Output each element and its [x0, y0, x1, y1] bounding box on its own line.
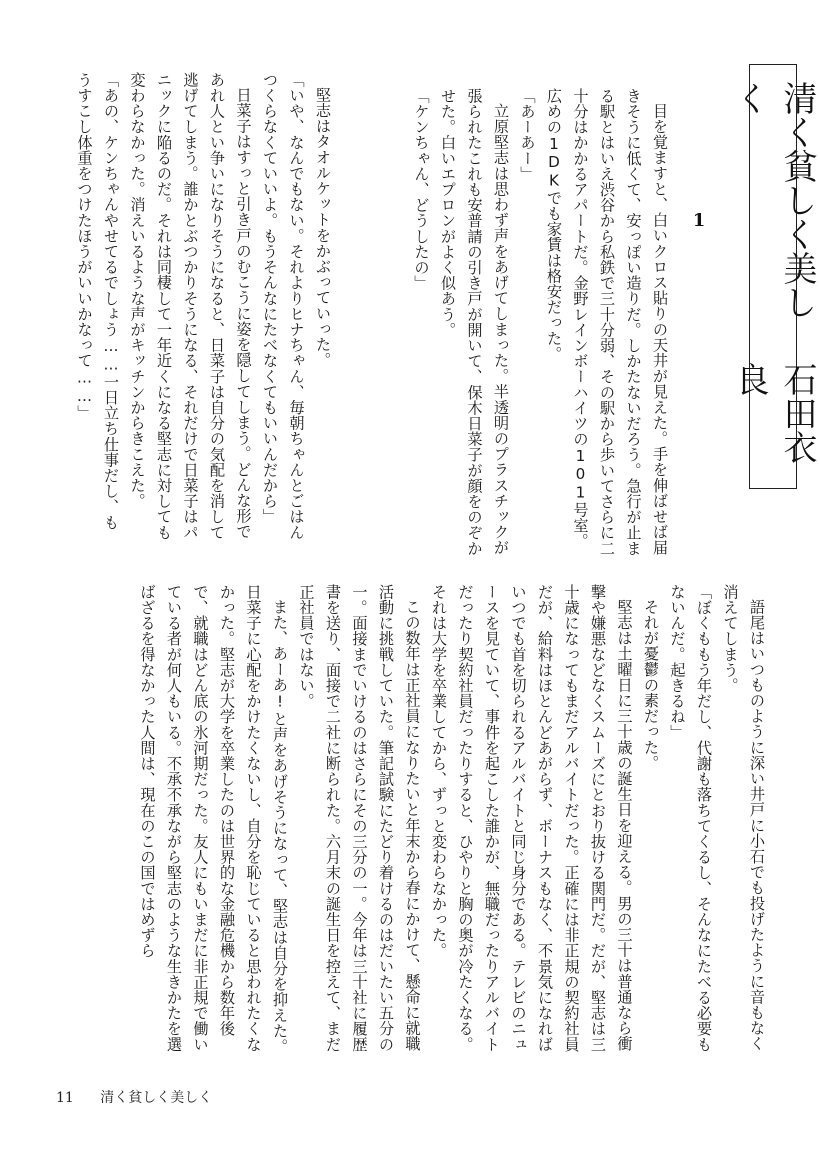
paragraph: 「ケンちゃん、どうしたの」: [412, 88, 431, 291]
lower-text-block: [45, 584, 770, 1064]
title-box: [729, 64, 817, 489]
paragraph: 「あの、ケンちゃんやせてるでしょう……一日立ち仕事だし、もうすこし体重をつけたほうがいいかなって……」: [75, 72, 120, 530]
story-title: 清く貧しく美しく: [729, 81, 817, 319]
paragraph: 日菜子はすっと引き戸のむこうに姿を隠してしまう。どんな形であれ人とい争いになりそうになると、日菜子は自分の気配を消して逃げてしまう。誰かとぶつかりそうになる、それだけで日菜子はパニックに陥るのだ。それは同棲して一年近くになる堅志に対しても変わらなかった。消えいるような声がキッチンからきこえた。: [128, 72, 253, 540]
paragraph: 「いや、なんでもない。それよりヒナちゃん、毎朝ちゃんとごはんつくらなくていいよ。もうそんなにたべなくてもいいんだから」: [261, 72, 306, 540]
running-title: 清く貧しく美しく: [100, 1090, 213, 1106]
paragraph: また、あーあ!と声をあげそうになって、堅志は自分を抑えた。日菜子に心配をかけたくないし、自分を恥じていると思われたくなかった。堅志が大学を卒業したのは世界的な金融危機から数年後で、就職はどん底の氷河期だった。友人にもいまだに非正規で働いている者が何人もいる。不承不承ながら堅志のような生きかたを選ばざるを得なかった人間は、現在のこの国ではめずら: [138, 584, 289, 1055]
paragraph: 立原堅志は思わず声をあげてしまった。半透明のプラスチックが張られたこれも安普請の引き戸が開いて、保木日菜子が顔をのぞかせた。白いエプロンがよく似あう。: [439, 88, 510, 556]
paragraph: 「ぼくももう年だし、代謝も落ちてくるし、そんなにたべる必要もないんだ。起きるね」: [668, 584, 713, 1052]
upper-right-text-block: [338, 88, 673, 558]
paragraph: 堅志はタオルケットをかぶっていった。: [314, 87, 332, 368]
chapter-number: 1: [692, 210, 706, 231]
page-footer: [56, 1087, 212, 1107]
upper-left-text-block: [74, 72, 336, 542]
paragraph: 堅志は土曜日に三十歳の誕生日を迎える。男の三十は普通なら衝撃や嫌悪などなくスムーズにとおり抜ける関門だ。だが、堅志は三十歳になってもまだアルバイトだった。正確には非正規の契約社員だが、給料はほとんどあがらず、ボーナスもなく、不景気になればいつでも首を切られるアルバイトと同じ身分である。テレビのニュースを見ていて、事件を起こした誰かが、無職だったりアルバイトだったり契約社員だったりすると、ひやりと胸の奥が冷たくなる。それは大学を卒業してから、ずっと変わらなかった。: [430, 584, 634, 1052]
paragraph: この数年は正社員になりたいと年末から春にかけて、懸命に就職活動に挑戦していた。筆記試験にたどり着けるのはだいたい五分の一。面接までいけるのはさらにその三分の一。今年は三十社に履歴書を送り、面接で二社に断られた。六月末の誕生日を控えて、まだ正社員ではない。: [297, 584, 422, 1052]
paragraph: 語尾はいつものように深い井戸に小石でも投げたように音もなく消えてしまう。: [721, 584, 766, 1052]
paragraph: 「あーあー」: [518, 88, 537, 182]
page-number: 11: [56, 1090, 74, 1106]
paragraph: それが憂鬱の素だった。: [642, 599, 660, 771]
paragraph: 目を覚ますと、白いクロス貼りの天井が見えた。手を伸ばせば届きそうに低くて、安っぽい造りだ。しかたないだろう。急行が止まる駅とはいえ渋谷から私鉄で三十分弱、その駅から歩いてさらに二十分はかかるアパートだ。金野レインボーハイツの101号室。広めの1DKでも家賃は格安だった。: [545, 88, 669, 556]
author-name: 石田衣良: [729, 361, 817, 464]
